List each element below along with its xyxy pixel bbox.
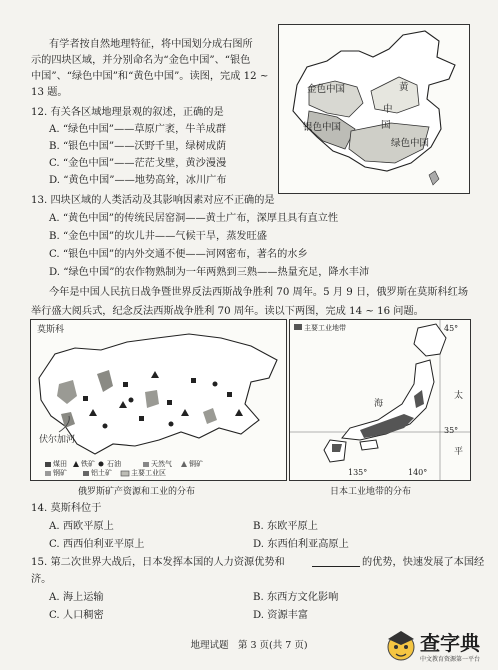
lat-35-label: 35° bbox=[444, 426, 459, 435]
label-guo: 国 bbox=[381, 120, 391, 131]
legend-gas: 天然气 bbox=[151, 460, 172, 468]
intro-paragraph-2: 今年是中国人民抗日战争暨世界反法西斯战争胜利 70 周年。5 月 9 日，俄罗斯在莫斯科红场举行盛大阅兵式，纪念反法西斯战争胜利 70 周年。读以下两图，完成 14 ~ 16 问题。 bbox=[31, 287, 469, 317]
legend-iron: 铁矿 bbox=[81, 460, 95, 468]
q15-option-b: B. 东西方文化影响 bbox=[253, 592, 339, 603]
legend-bauxite: 铝土矿 bbox=[91, 469, 112, 477]
label-silver-china: 银色中国 bbox=[303, 122, 342, 133]
q15-blank-line bbox=[312, 566, 360, 567]
legend-steel: 钢矿 bbox=[53, 469, 67, 477]
logo-subtext: 中文教育资源第一平台 bbox=[420, 656, 481, 663]
q13-stem: 13. 四块区域的人类活动及其影响因素对应不正确的是 bbox=[31, 195, 275, 206]
label-mid: 中 bbox=[383, 104, 393, 115]
q13-option-d: D. “绿色中国”的农作物熟制为一年两熟到三熟——热量充足，降水丰沛 bbox=[49, 267, 370, 278]
legend-oil: 石油 bbox=[107, 460, 121, 468]
lon-135-label: 135° bbox=[348, 468, 368, 477]
japan-legend-title: 主要工业地带 bbox=[304, 324, 346, 332]
q15-stem-part-3: 济。 bbox=[31, 574, 52, 585]
mascot-icon bbox=[384, 627, 418, 665]
logo-text: 查字典 bbox=[420, 631, 480, 655]
russia-resource-map bbox=[30, 319, 287, 481]
q12-stem: 12. 有关各区域地理景观的叙述，正确的是 bbox=[31, 107, 224, 118]
intro-line-4: 13 题。 bbox=[31, 87, 68, 98]
chazidian-logo bbox=[384, 625, 494, 667]
label-green-china: 绿色中国 bbox=[391, 138, 430, 149]
q15-stem-part-2: 的优势，快速发展了本国经 bbox=[362, 557, 485, 568]
q15-option-c: C. 人口稠密 bbox=[49, 610, 104, 621]
q15-option-d: D. 资源丰富 bbox=[253, 610, 309, 621]
pacific-label-ping: 平 bbox=[454, 447, 464, 457]
intro-line-1: 有学者按自然地理特征，将中国划分成右图所 bbox=[49, 39, 253, 50]
q13-option-c: C. “银色中国”的内外交通不便——河网密布，著名的水乡 bbox=[49, 249, 308, 260]
volga-label: 伏尔加河 bbox=[39, 435, 76, 445]
q13-option-b: B. “金色中国”的坎儿井——气候干旱，蒸发旺盛 bbox=[49, 231, 267, 242]
q15-stem-part-1: 15. 第二次世界大战后，日本发挥本国的人力资源优势和 bbox=[31, 557, 285, 568]
q12-option-d: D. “黄色中国”——地势高耸，冰川广布 bbox=[49, 175, 227, 186]
q14-option-b: B. 东欧平原上 bbox=[253, 521, 318, 532]
lon-140-label: 140° bbox=[408, 468, 428, 477]
legend-copper: 铜矿 bbox=[189, 460, 203, 468]
intro-line-3: 中国”、“绿色中国”和“黄色中国”。读图，完成 12 ~ bbox=[31, 71, 269, 82]
q12-option-c: C. “金色中国”——茫茫戈壁，黄沙漫漫 bbox=[49, 158, 227, 169]
russia-map-caption: 俄罗斯矿产资源和工业的分布 bbox=[78, 487, 196, 497]
q15-option-a: A. 海上运输 bbox=[49, 592, 104, 603]
q13-option-a: A. “黄色中国”的传统民居窑洞——黄土广布，深厚且具有直立性 bbox=[49, 213, 339, 224]
q14-option-a: A. 西欧平原上 bbox=[49, 521, 114, 532]
label-yellow: 黄 bbox=[399, 82, 409, 93]
q12-option-b: B. “银色中国”——沃野千里，绿树成荫 bbox=[49, 141, 227, 152]
china-outline-icon bbox=[279, 25, 469, 193]
label-gold-china: 金色中国 bbox=[307, 84, 346, 95]
japan-industry-map bbox=[289, 319, 471, 481]
legend-industry: 主要工业区 bbox=[131, 469, 166, 477]
japan-map-caption: 日本工业地带的分布 bbox=[330, 487, 412, 497]
pacific-label-tai: 太 bbox=[454, 391, 464, 401]
lat-45-label: 45° bbox=[444, 324, 459, 333]
moscow-label: 莫斯科 bbox=[37, 325, 65, 335]
china-region-map bbox=[278, 24, 470, 194]
legend-swatch bbox=[294, 324, 302, 330]
page-footer: 地理试题 第 3 页(共 7 页) bbox=[190, 640, 308, 651]
legend-coal: 煤田 bbox=[53, 460, 67, 468]
sea-label: 海 bbox=[374, 399, 384, 409]
q14-option-c: C. 西西伯利亚平原上 bbox=[49, 539, 145, 550]
russia-outline-icon bbox=[31, 320, 286, 480]
intro-line-2: 示的四块区域，并分别命名为“金色中国”、“银色 bbox=[31, 55, 251, 66]
q14-option-d: D. 东西伯利亚高原上 bbox=[253, 539, 349, 550]
q14-stem: 14. 莫斯科位于 bbox=[31, 503, 102, 514]
q12-option-a: A. “绿色中国”——草原广袤，牛羊成群 bbox=[49, 124, 227, 135]
